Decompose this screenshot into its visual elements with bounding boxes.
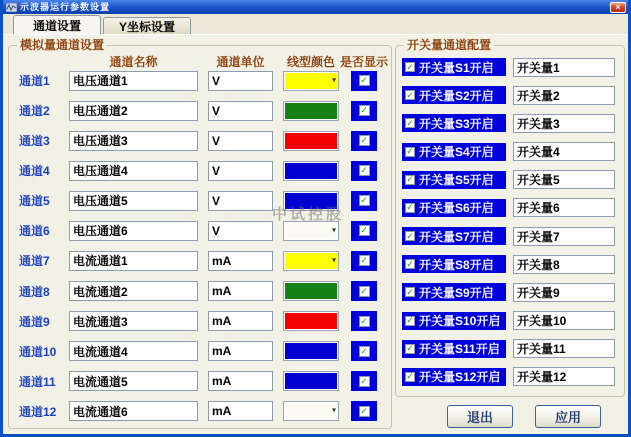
waveform-icon xyxy=(6,3,17,12)
display-checkbox[interactable] xyxy=(351,71,377,91)
switch-channel-row xyxy=(402,368,624,386)
analog-channel-row xyxy=(19,130,391,151)
chevron-down-icon: ▾ xyxy=(331,405,336,415)
switch-channel-row xyxy=(402,255,624,273)
switch-channel-row xyxy=(402,86,624,104)
checkbox-box xyxy=(405,287,415,297)
channel-unit-input[interactable] xyxy=(208,341,273,361)
channel-unit-input[interactable] xyxy=(208,161,273,181)
checkbox-box xyxy=(359,105,370,116)
check-icon: ✓ xyxy=(406,174,414,185)
switch-name-input[interactable] xyxy=(513,367,615,386)
title-bar xyxy=(3,0,628,14)
switch-enable-label: 开关量S2开启 xyxy=(419,88,494,103)
channel-unit-input[interactable] xyxy=(208,221,273,241)
channel-unit-input[interactable] xyxy=(208,371,273,391)
line-color-dropdown[interactable] xyxy=(283,371,339,391)
exit-button[interactable]: 退出 xyxy=(447,405,513,428)
display-checkbox[interactable] xyxy=(351,101,377,121)
channel-name-input[interactable] xyxy=(69,311,198,331)
display-checkbox[interactable] xyxy=(351,191,377,211)
checkbox-box xyxy=(359,316,370,327)
analog-channel-row xyxy=(19,401,391,422)
channel-name-input[interactable] xyxy=(69,161,198,181)
switch-name-input[interactable] xyxy=(513,58,615,77)
analog-table-header xyxy=(9,54,391,68)
display-checkbox[interactable] xyxy=(351,371,377,391)
chevron-down-icon: ▾ xyxy=(331,74,336,84)
switch-enable-checkbox[interactable] xyxy=(402,255,506,273)
switch-enable-checkbox[interactable] xyxy=(402,340,506,358)
checkbox-box xyxy=(405,118,415,128)
display-checkbox[interactable] xyxy=(351,221,377,241)
switch-enable-checkbox[interactable] xyxy=(402,171,506,189)
watermark: 中试控股 xyxy=(272,206,345,223)
channel-unit-input[interactable] xyxy=(208,71,273,91)
analog-channel-row xyxy=(19,341,391,362)
switch-enable-label: 开关量S1开启 xyxy=(419,60,494,75)
display-checkbox[interactable] xyxy=(351,311,377,331)
chevron-down-icon: ▾ xyxy=(331,255,336,265)
header-channel-name: 通道名称 xyxy=(109,54,158,69)
switch-channel-row xyxy=(402,227,624,245)
check-icon: ✓ xyxy=(360,75,368,85)
switch-enable-checkbox[interactable] xyxy=(402,143,506,161)
chevron-down-icon: ▾ xyxy=(331,225,336,235)
check-icon: ✓ xyxy=(406,315,414,326)
tab-channel-settings[interactable]: 通道设置 xyxy=(13,15,101,34)
switch-enable-checkbox[interactable] xyxy=(402,368,506,386)
analog-channel-row xyxy=(19,70,391,91)
switch-channel-row xyxy=(402,283,624,301)
switch-name-input[interactable] xyxy=(513,114,615,133)
channel-unit-input[interactable] xyxy=(208,401,273,421)
channel-label: 通道10 xyxy=(19,344,57,359)
display-checkbox[interactable] xyxy=(351,341,377,361)
analog-channel-row xyxy=(19,311,391,332)
switch-enable-label: 开关量S3开启 xyxy=(419,116,494,131)
channel-name-input[interactable] xyxy=(69,221,198,241)
switch-enable-label: 开关量S4开启 xyxy=(419,145,494,160)
analog-group-title: 模拟量通道设置 xyxy=(17,38,107,52)
check-icon: ✓ xyxy=(406,146,414,157)
switch-name-input[interactable] xyxy=(513,170,615,189)
header-line-color: 线型颜色 xyxy=(286,54,335,69)
analog-channel-group xyxy=(8,38,392,429)
switch-enable-label: 开关量S11开启 xyxy=(419,342,500,357)
checkbox-box xyxy=(359,75,370,86)
line-color-dropdown[interactable] xyxy=(283,251,339,271)
channel-name-input[interactable] xyxy=(69,71,198,91)
switch-enable-checkbox[interactable] xyxy=(402,58,506,76)
close-icon[interactable]: × xyxy=(610,2,626,13)
analog-channel-row xyxy=(19,371,391,392)
checkbox-box xyxy=(405,372,415,382)
check-icon: ✓ xyxy=(360,375,368,386)
switch-name-input[interactable] xyxy=(513,255,615,274)
tab-strip xyxy=(3,14,628,34)
channel-unit-input[interactable] xyxy=(208,101,273,121)
switch-channel-row xyxy=(402,312,624,330)
display-checkbox[interactable] xyxy=(351,281,377,301)
check-icon: ✓ xyxy=(360,225,368,236)
channel-unit-input[interactable] xyxy=(208,191,273,211)
channel-label: 通道4 xyxy=(19,164,50,179)
switch-group-title: 开关量通道配置 xyxy=(404,38,494,52)
switch-enable-label: 开关量S8开启 xyxy=(419,257,494,272)
channel-label: 通道5 xyxy=(19,194,50,209)
switch-enable-label: 开关量S6开启 xyxy=(419,201,494,216)
header-display: 是否显示 xyxy=(340,54,389,69)
header-channel-unit: 通道单位 xyxy=(216,54,265,69)
channel-label: 通道3 xyxy=(19,134,50,149)
switch-enable-label: 开关量S12开启 xyxy=(419,370,501,385)
checkbox-box xyxy=(405,203,415,213)
line-color-dropdown[interactable] xyxy=(283,161,339,181)
switch-enable-label: 开关量S9开启 xyxy=(419,285,494,300)
channel-name-input[interactable] xyxy=(69,281,198,301)
channel-label: 通道11 xyxy=(19,374,56,389)
line-color-dropdown[interactable] xyxy=(283,71,339,91)
line-color-dropdown[interactable] xyxy=(283,191,339,211)
channel-unit-input[interactable] xyxy=(208,311,273,331)
switch-enable-label: 开关量S7开启 xyxy=(419,229,494,244)
switch-rows xyxy=(396,58,624,386)
display-checkbox[interactable] xyxy=(351,251,377,271)
check-icon: ✓ xyxy=(406,286,414,297)
switch-channel-row xyxy=(402,58,624,76)
checkbox-box xyxy=(359,346,370,357)
switch-channel-row xyxy=(402,171,624,189)
checkbox-box xyxy=(359,225,370,236)
display-checkbox[interactable] xyxy=(351,401,377,421)
line-color-dropdown[interactable] xyxy=(283,311,339,331)
channel-name-input[interactable] xyxy=(69,401,198,421)
channel-name-input[interactable] xyxy=(69,191,198,211)
switch-name-input[interactable] xyxy=(513,339,615,358)
switch-enable-checkbox[interactable] xyxy=(402,283,506,301)
channel-label: 通道12 xyxy=(19,404,57,419)
line-color-dropdown[interactable] xyxy=(283,281,339,301)
checkbox-box xyxy=(405,231,415,241)
checkbox-box xyxy=(359,376,370,387)
switch-enable-label: 开关量S5开启 xyxy=(419,173,494,188)
switch-channel-row xyxy=(402,143,624,161)
channel-name-input[interactable] xyxy=(69,341,198,361)
switch-name-input[interactable] xyxy=(513,227,615,246)
switch-name-input[interactable] xyxy=(513,311,615,330)
check-icon: ✓ xyxy=(406,371,414,382)
check-icon: ✓ xyxy=(406,230,414,241)
check-icon: ✓ xyxy=(360,135,368,146)
line-color-dropdown[interactable] xyxy=(283,101,339,121)
channel-unit-input[interactable] xyxy=(208,131,273,151)
channel-unit-input[interactable] xyxy=(208,281,273,301)
analog-channel-row xyxy=(19,190,391,211)
switch-enable-label: 开关量S10开启 xyxy=(419,314,501,329)
channel-label: 通道6 xyxy=(19,224,50,239)
switch-channel-group xyxy=(395,38,625,397)
switch-name-input[interactable] xyxy=(513,142,615,161)
check-icon: ✓ xyxy=(360,315,368,326)
switch-enable-checkbox[interactable] xyxy=(402,114,506,132)
switch-channel-row xyxy=(402,340,624,358)
channel-label: 通道7 xyxy=(19,254,50,269)
check-icon: ✓ xyxy=(406,89,414,100)
line-color-dropdown[interactable] xyxy=(283,401,339,421)
channel-unit-input[interactable] xyxy=(208,251,273,271)
check-icon: ✓ xyxy=(360,345,368,356)
switch-enable-checkbox[interactable] xyxy=(402,227,506,245)
apply-button[interactable]: 应用 xyxy=(535,405,601,428)
analog-channel-row xyxy=(19,160,391,181)
check-icon: ✓ xyxy=(406,61,414,72)
checkbox-box xyxy=(405,62,415,72)
channel-name-input[interactable] xyxy=(69,251,198,271)
tab-page xyxy=(3,34,628,434)
switch-enable-checkbox[interactable] xyxy=(402,199,506,217)
line-color-dropdown[interactable] xyxy=(283,341,339,361)
switch-name-input[interactable] xyxy=(513,283,615,302)
tab-y-axis-settings[interactable]: Y坐标设置 xyxy=(103,17,191,34)
display-checkbox[interactable] xyxy=(351,131,377,151)
analog-channel-row xyxy=(19,250,391,271)
switch-name-input[interactable] xyxy=(513,198,615,217)
check-icon: ✓ xyxy=(360,285,368,296)
check-icon: ✓ xyxy=(406,258,414,269)
channel-name-input[interactable] xyxy=(69,371,198,391)
check-icon: ✓ xyxy=(360,165,368,176)
window-title: 示波器运行参数设置 xyxy=(20,2,111,12)
channel-name-input[interactable] xyxy=(69,131,198,151)
channel-name-input[interactable] xyxy=(69,101,198,121)
analog-channel-row xyxy=(19,100,391,121)
checkbox-box xyxy=(359,255,370,266)
switch-channel-row xyxy=(402,114,624,132)
channel-label: 通道1 xyxy=(19,74,50,88)
checkbox-box xyxy=(405,175,415,185)
checkbox-box xyxy=(359,195,370,206)
switch-enable-checkbox[interactable] xyxy=(402,312,506,330)
line-color-dropdown[interactable] xyxy=(283,131,339,151)
checkbox-box xyxy=(359,406,370,417)
check-icon: ✓ xyxy=(360,195,368,206)
check-icon: ✓ xyxy=(360,255,368,266)
check-icon: ✓ xyxy=(360,105,368,116)
check-icon: ✓ xyxy=(406,343,414,354)
check-icon: ✓ xyxy=(406,117,414,128)
channel-label: 通道8 xyxy=(19,284,50,299)
analog-channel-row xyxy=(19,220,391,241)
switch-enable-checkbox[interactable] xyxy=(402,86,506,104)
analog-rows xyxy=(9,70,391,422)
switch-channel-row xyxy=(402,199,624,217)
check-icon: ✓ xyxy=(406,202,414,213)
checkbox-box xyxy=(359,135,370,146)
analog-channel-row xyxy=(19,281,391,302)
checkbox-box xyxy=(405,90,415,100)
checkbox-box xyxy=(405,147,415,157)
checkbox-box xyxy=(359,286,370,297)
check-icon: ✓ xyxy=(360,405,368,416)
checkbox-box xyxy=(405,316,415,326)
checkbox-box xyxy=(405,259,415,269)
switch-name-input[interactable] xyxy=(513,86,615,105)
checkbox-box xyxy=(359,165,370,176)
channel-label: 通道9 xyxy=(19,314,50,329)
checkbox-box xyxy=(405,344,415,354)
line-color-dropdown[interactable] xyxy=(283,221,339,241)
display-checkbox[interactable] xyxy=(351,161,377,181)
channel-label: 通道2 xyxy=(19,104,50,119)
